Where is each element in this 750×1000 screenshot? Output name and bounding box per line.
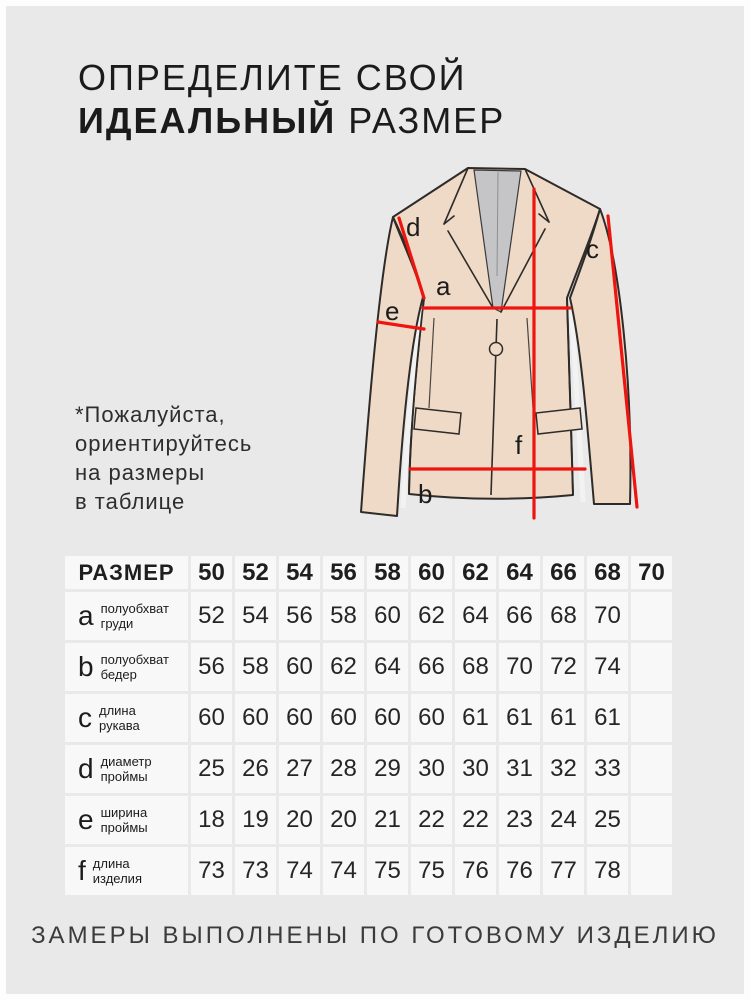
value-e-64: 23 — [499, 796, 540, 844]
page-title-line2 — [78, 99, 505, 142]
value-f-64: 76 — [499, 847, 540, 895]
value-d-58: 29 — [367, 745, 408, 793]
value-a-66: 68 — [543, 592, 584, 640]
label-a: a — [436, 271, 451, 301]
value-c-66: 61 — [543, 694, 584, 742]
value-e-68: 25 — [587, 796, 628, 844]
row-label-c — [65, 694, 188, 742]
size-table — [65, 556, 672, 895]
value-d-54: 27 — [279, 745, 320, 793]
value-d-56: 28 — [323, 745, 364, 793]
note-line: ориентируйтесь — [75, 431, 253, 456]
value-a-54: 56 — [279, 592, 320, 640]
value-b-54: 60 — [279, 643, 320, 691]
note-line: *Пожалуйста, — [75, 402, 226, 427]
label-f: f — [515, 430, 523, 460]
value-a-50: 52 — [191, 592, 232, 640]
table-header-size-70: 70 — [631, 556, 672, 589]
table-header-size-60: 60 — [411, 556, 452, 589]
value-e-56: 20 — [323, 796, 364, 844]
value-a-60: 62 — [411, 592, 452, 640]
value-f-50: 73 — [191, 847, 232, 895]
row-letter-b: b — [78, 651, 94, 682]
value-a-64: 66 — [499, 592, 540, 640]
table-header-size-62: 62 — [455, 556, 496, 589]
value-f-54: 74 — [279, 847, 320, 895]
row-name-b: полуобхват бедер — [100, 651, 169, 682]
page-title-line1: ОПРЕДЕЛИТЕ СВОЙ — [78, 57, 467, 98]
row-letter-f: f — [78, 855, 86, 886]
value-f-58: 75 — [367, 847, 408, 895]
row-letter-e: e — [78, 804, 94, 835]
jacket-button — [490, 343, 503, 356]
value-a-56: 58 — [323, 592, 364, 640]
value-b-50: 56 — [191, 643, 232, 691]
page-title — [78, 56, 505, 142]
table-header-size-58: 58 — [367, 556, 408, 589]
value-c-70 — [631, 694, 672, 742]
value-c-68: 61 — [587, 694, 628, 742]
row-letter-a: a — [78, 600, 94, 631]
value-b-60: 66 — [411, 643, 452, 691]
value-c-62: 61 — [455, 694, 496, 742]
value-e-70 — [631, 796, 672, 844]
value-c-50: 60 — [191, 694, 232, 742]
value-b-58: 64 — [367, 643, 408, 691]
value-f-62: 76 — [455, 847, 496, 895]
row-letter-c: c — [78, 702, 92, 733]
value-c-64: 61 — [499, 694, 540, 742]
value-d-62: 30 — [455, 745, 496, 793]
jacket-illustration — [340, 146, 700, 546]
value-f-70 — [631, 847, 672, 895]
table-header-size-52: 52 — [235, 556, 276, 589]
row-name-c: длина рукава — [99, 702, 140, 733]
table-header-size-64: 64 — [499, 556, 540, 589]
footer-note: ЗАМЕРЫ ВЫПОЛНЕНЫ ПО ГОТОВОМУ ИЗДЕЛИЮ — [31, 922, 719, 949]
value-d-70 — [631, 745, 672, 793]
value-e-50: 18 — [191, 796, 232, 844]
value-d-50: 25 — [191, 745, 232, 793]
jacket-diagram — [340, 146, 700, 546]
value-b-56: 62 — [323, 643, 364, 691]
value-d-60: 30 — [411, 745, 452, 793]
value-c-52: 60 — [235, 694, 276, 742]
value-b-66: 72 — [543, 643, 584, 691]
table-header-size-label: РАЗМЕР — [65, 556, 188, 589]
value-b-68: 74 — [587, 643, 628, 691]
value-a-68: 70 — [587, 592, 628, 640]
row-letter-d: d — [78, 753, 94, 784]
value-f-60: 75 — [411, 847, 452, 895]
value-e-54: 20 — [279, 796, 320, 844]
right-pocket — [536, 408, 582, 434]
table-header-size-66: 66 — [543, 556, 584, 589]
row-label-a — [65, 592, 188, 640]
value-e-58: 21 — [367, 796, 408, 844]
value-e-62: 22 — [455, 796, 496, 844]
page-title-rest: РАЗМЕР — [336, 100, 506, 141]
value-b-64: 70 — [499, 643, 540, 691]
value-f-56: 74 — [323, 847, 364, 895]
value-e-60: 22 — [411, 796, 452, 844]
note-line: на размеры — [75, 460, 206, 485]
label-e: e — [385, 296, 400, 326]
row-name-e: ширина проймы — [100, 804, 148, 835]
value-e-66: 24 — [543, 796, 584, 844]
value-d-66: 32 — [543, 745, 584, 793]
table-header-size-54: 54 — [279, 556, 320, 589]
table-header-size-50: 50 — [191, 556, 232, 589]
note-line: в таблице — [75, 489, 186, 514]
value-d-68: 33 — [587, 745, 628, 793]
page-title-bold: ИДЕАЛЬНЫЙ — [78, 100, 337, 141]
value-f-68: 78 — [587, 847, 628, 895]
label-d: d — [406, 212, 421, 242]
row-label-d — [65, 745, 188, 793]
row-label-b — [65, 643, 188, 691]
label-c: c — [586, 234, 599, 264]
value-b-52: 58 — [235, 643, 276, 691]
label-b: b — [418, 479, 433, 509]
value-c-60: 60 — [411, 694, 452, 742]
value-b-70 — [631, 643, 672, 691]
value-b-62: 68 — [455, 643, 496, 691]
value-a-52: 54 — [235, 592, 276, 640]
note-text — [75, 400, 252, 516]
row-label-f — [65, 847, 188, 895]
row-name-a: полуобхват груди — [100, 600, 169, 631]
row-label-e — [65, 796, 188, 844]
row-name-d: диаметр проймы — [100, 753, 152, 784]
value-d-52: 26 — [235, 745, 276, 793]
value-f-52: 73 — [235, 847, 276, 895]
row-name-f: длина изделия — [92, 855, 142, 886]
table-header-size-68: 68 — [587, 556, 628, 589]
left-pocket — [414, 408, 461, 434]
table-header-size-56: 56 — [323, 556, 364, 589]
value-a-70 — [631, 592, 672, 640]
value-c-56: 60 — [323, 694, 364, 742]
value-f-66: 77 — [543, 847, 584, 895]
value-a-62: 64 — [455, 592, 496, 640]
value-c-58: 60 — [367, 694, 408, 742]
value-e-52: 19 — [235, 796, 276, 844]
value-d-64: 31 — [499, 745, 540, 793]
value-a-58: 60 — [367, 592, 408, 640]
value-c-54: 60 — [279, 694, 320, 742]
